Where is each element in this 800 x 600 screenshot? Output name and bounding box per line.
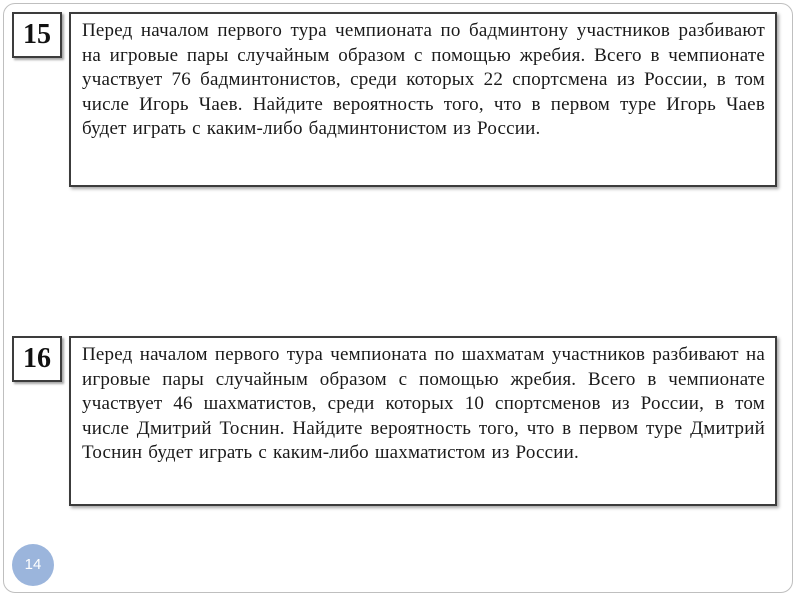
problem-number-16: 16 [12,336,62,382]
problem-text-16: Перед началом первого тура чемпионата по шахматам участников разбивают на игровые пары случайным образом с помощью жребия. Всего в чемпионате участвует 46 шахматистов, среди которых 10 спортсменов из России, в том числе Дмитрий Тоснин. Найдите вероятность того, что в первом туре Дмитрий Тоснин будет играть с каким-либо шахматистом из России. [82,344,765,464]
problem-number-15: 15 [12,12,62,58]
problem-box-16 [69,336,777,506]
problem-box-15 [69,12,777,187]
page-number-badge: 14 [12,544,54,586]
problem-text-15: Перед началом первого тура чемпионата по бадминтону участников разбивают на игровые пары случайным образом с помощью жребия. Всего в чемпионате участвует 76 бадминтонистов, среди которых 22 спортсмена из России, в том числе Игорь Чаев. Найдите вероятность того, что в первом туре Игорь Чаев будет играть с каким-либо бадминтонистом из России. [82,20,765,140]
